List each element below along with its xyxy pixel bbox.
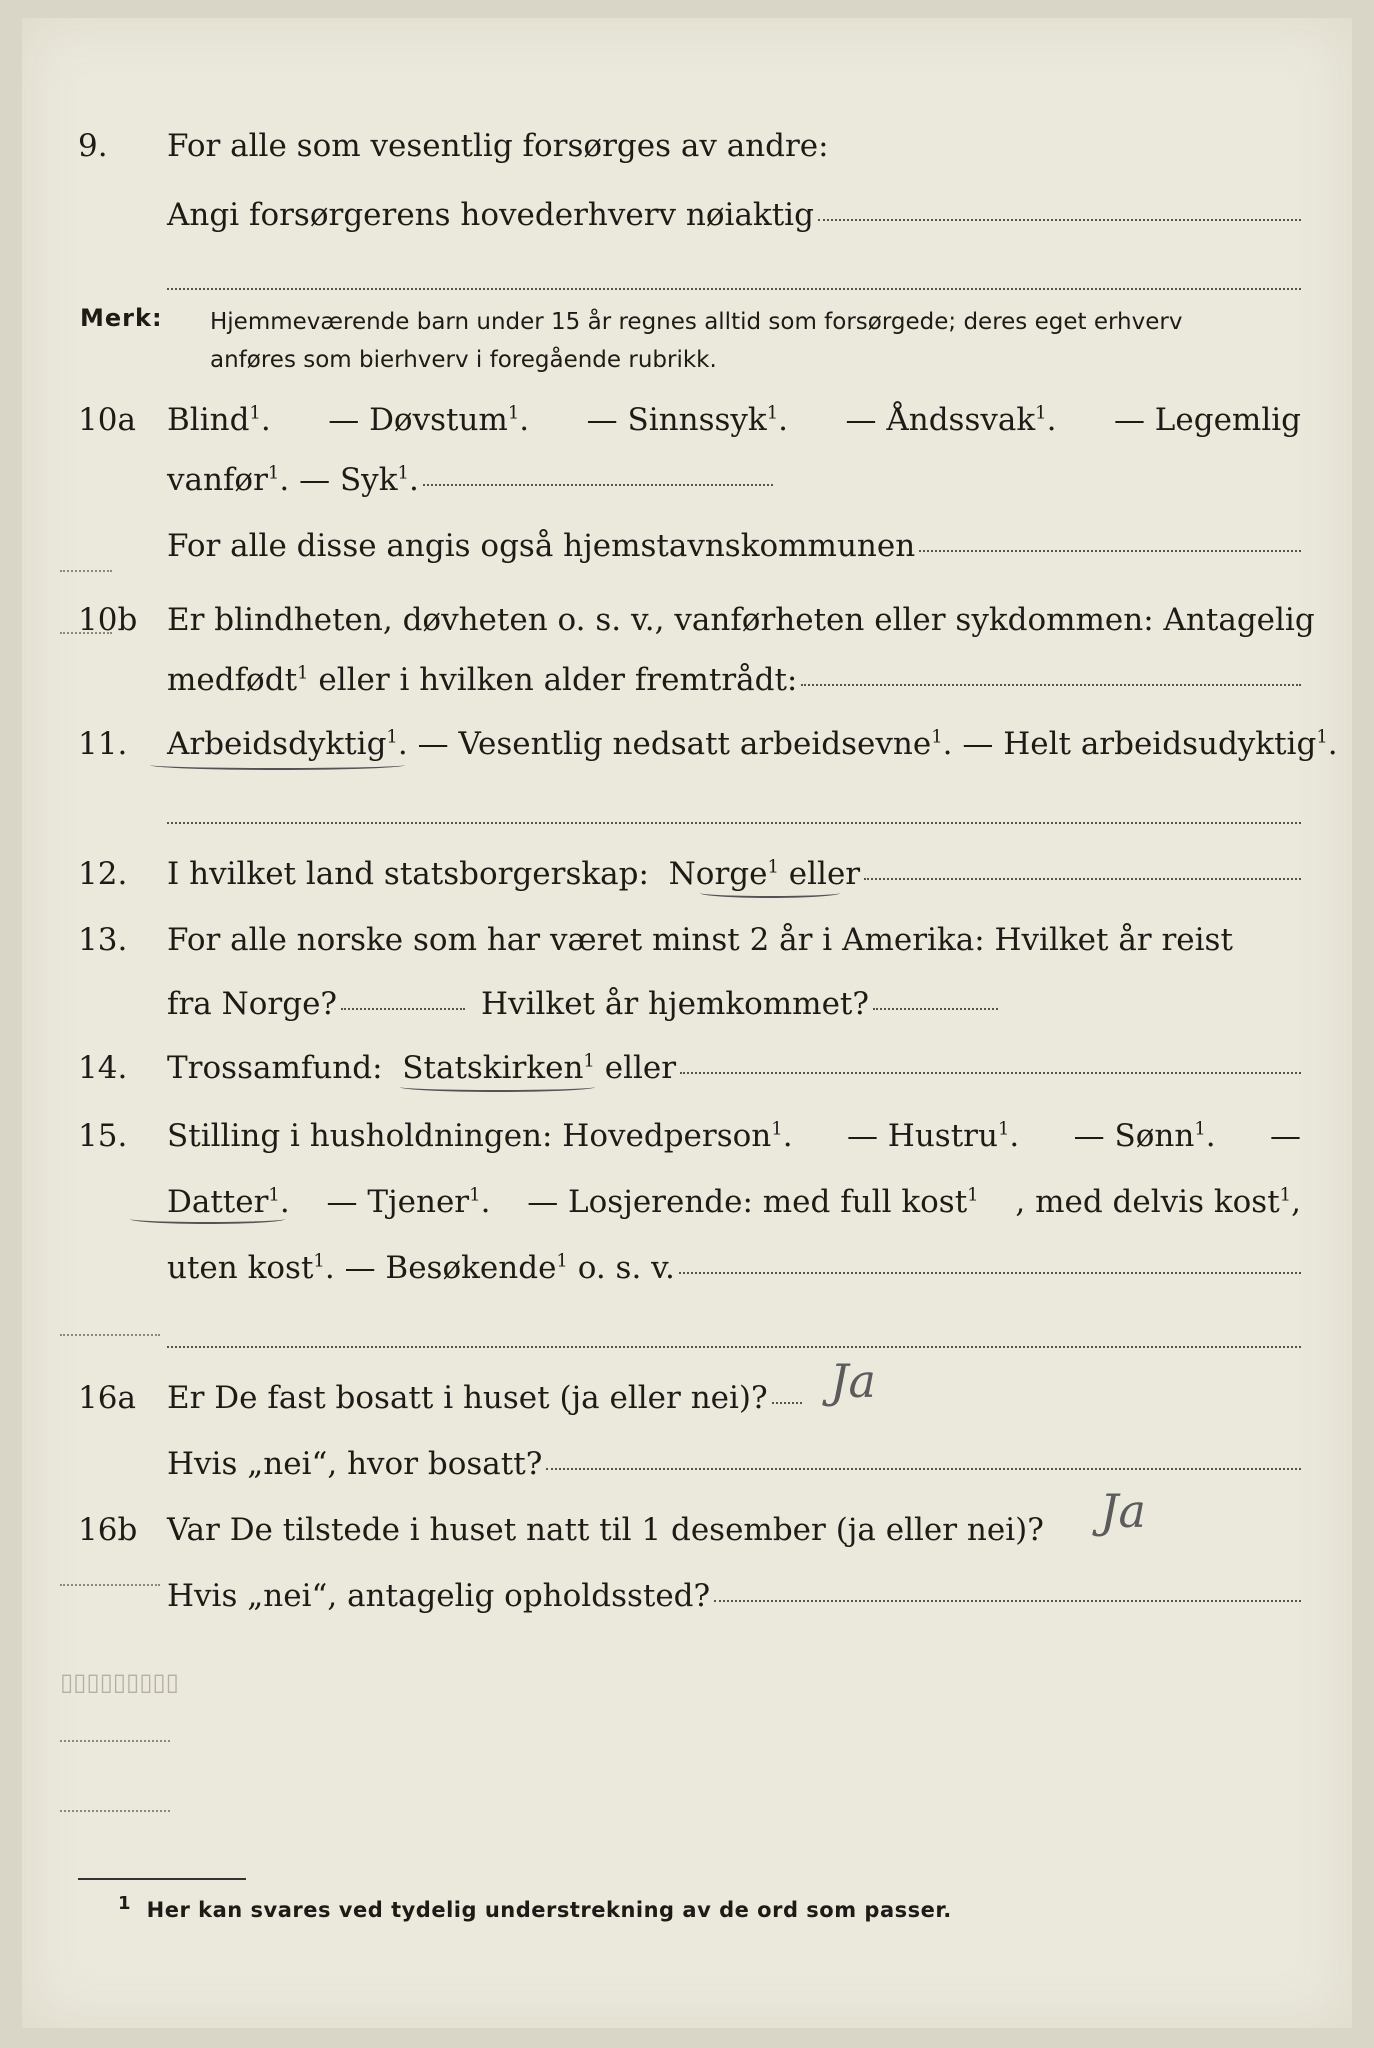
footnote-marker: 1 bbox=[118, 1893, 132, 1914]
handwritten-underline-datter bbox=[130, 1214, 285, 1224]
q12-line bbox=[0, 846, 1374, 902]
q15-opt-delvis-kost: , med delvis kost$^1$, bbox=[1015, 1184, 1301, 1220]
margin-dots bbox=[60, 570, 112, 572]
q11-opt-nedsatt[interactable]: — Vesentlig nedsatt arbeidsevne$^1$. bbox=[417, 726, 963, 762]
q16a-line1 bbox=[0, 1370, 1374, 1426]
q10b-number: 10b bbox=[78, 602, 138, 638]
q11-opt-udyktig[interactable]: — Helt arbeidsudyktig$^1$. bbox=[962, 726, 1338, 762]
q15-opt-tjener: — Tjener$^1$. bbox=[326, 1184, 491, 1220]
q15-other-field[interactable] bbox=[679, 1272, 1301, 1274]
merk-text-line2: anføres som bierhverv i foregående rubrikk. bbox=[210, 347, 717, 373]
q15-extra-line[interactable] bbox=[167, 1346, 1301, 1348]
q15-opt-sonn: — Sønn$^1$. bbox=[1073, 1118, 1216, 1154]
q11-extra-line[interactable] bbox=[167, 822, 1301, 824]
q9-line1 bbox=[0, 118, 1374, 174]
q10a-opt-sinnssyk: — Sinnssyk$^1$. bbox=[586, 402, 789, 438]
q10a-syk-field[interactable] bbox=[423, 484, 773, 486]
bleed-through-mark: ▯▯▯▯▯▯▯▯▯ bbox=[60, 1668, 179, 1696]
q16b-line2 bbox=[0, 1568, 1374, 1624]
q13-hjemkommet-prompt: Hvilket år hjemkommet? bbox=[481, 986, 870, 1022]
q13-line1 bbox=[0, 912, 1374, 968]
q14-text: Trossamfund: bbox=[167, 1050, 383, 1086]
q16a-line2 bbox=[0, 1436, 1374, 1492]
q16b-text: Var De tilstede i huset natt til 1 desember (ja eller nei)? bbox=[167, 1512, 1044, 1548]
q13-text: For alle norske som har været minst 2 år i Amerika: Hvilket år reist bbox=[167, 922, 1233, 958]
q10a-opt-syk: — Syk$^1$. bbox=[299, 462, 419, 498]
q10a-opt-andssvak: — Åndssvak$^1$. bbox=[845, 402, 1057, 438]
q10a-line1 bbox=[0, 392, 1374, 448]
q10a-hjemstavn-prompt: For alle disse angis også hjemstavnskommunen bbox=[167, 528, 916, 564]
q16b-opphold-prompt: Hvis „nei“, antagelig opholdssted? bbox=[167, 1578, 711, 1614]
q14-opt-statskirken[interactable]: Statskirken$^1$ bbox=[402, 1050, 595, 1086]
q9-extra-line[interactable] bbox=[167, 288, 1301, 290]
q10b-alder-field[interactable] bbox=[801, 684, 1301, 686]
q10a-opt-blind: Blind$^1$. bbox=[167, 402, 271, 438]
q16b-line1 bbox=[0, 1502, 1374, 1558]
margin-dots bbox=[60, 1810, 170, 1812]
q15-line3 bbox=[0, 1240, 1374, 1296]
q16a-bosatt-prompt: Hvis „nei“, hvor bosatt? bbox=[167, 1446, 543, 1482]
q16b-number: 16b bbox=[78, 1512, 138, 1548]
q13-number: 13. bbox=[78, 922, 128, 958]
q15-opt-full-kost: — Losjerende: med full kost$^1$ bbox=[527, 1184, 979, 1220]
q16a-handwritten-answer: Ja bbox=[830, 1354, 876, 1408]
q10a-hjemstavn-field[interactable] bbox=[919, 550, 1301, 552]
handwritten-underline-statskirken bbox=[400, 1082, 595, 1092]
q13-reist-prompt: fra Norge? bbox=[167, 986, 338, 1022]
q12-text: I hvilket land statsborgerskap: bbox=[167, 856, 649, 892]
q9-answer-field[interactable] bbox=[818, 219, 1301, 221]
margin-dots bbox=[60, 632, 112, 634]
q15-dash: — bbox=[1269, 1118, 1301, 1154]
footnote bbox=[118, 1893, 952, 1922]
handwritten-underline-arbeidsdyktig bbox=[150, 760, 405, 770]
q12-other-field[interactable] bbox=[864, 878, 1301, 880]
q10a-number: 10a bbox=[78, 402, 136, 438]
q12-opt-norge[interactable]: Norge$^1$ bbox=[668, 856, 779, 892]
footnote-text: Her kan svares ved tydelig understrekning av de ord som passer. bbox=[146, 1898, 952, 1922]
q10a-line3 bbox=[0, 518, 1374, 574]
margin-dots bbox=[60, 1740, 170, 1742]
q16b-handwritten-answer: Ja bbox=[1100, 1484, 1146, 1538]
q15-opt-uten-kost: uten kost$^1$. bbox=[167, 1250, 345, 1286]
q14-line bbox=[0, 1040, 1374, 1096]
q12-eller: eller bbox=[788, 856, 861, 892]
q16a-answer-field[interactable] bbox=[772, 1402, 802, 1404]
q16b-opphold-field[interactable] bbox=[714, 1600, 1301, 1602]
margin-dots bbox=[60, 1334, 160, 1336]
q9-text: For alle som vesentlig forsørges av andre: bbox=[167, 128, 829, 164]
q10b-line2 bbox=[0, 652, 1374, 708]
q15-osv: o. s. v. bbox=[577, 1250, 675, 1286]
q10b-text: Er blindheten, døvheten o. s. v., vanførheten eller sykdommen: Antagelig bbox=[167, 602, 1315, 638]
q14-eller: eller bbox=[604, 1050, 677, 1086]
q14-other-field[interactable] bbox=[680, 1072, 1301, 1074]
q11-number: 11. bbox=[78, 726, 128, 762]
q9-number: 9. bbox=[78, 128, 108, 164]
q10a-opt-vanfor: vanfør$^1$. bbox=[167, 462, 300, 498]
q13-reist-field[interactable] bbox=[341, 1008, 465, 1010]
q12-number: 12. bbox=[78, 856, 128, 892]
q13-hjemkommet-field[interactable] bbox=[873, 1008, 998, 1010]
q14-number: 14. bbox=[78, 1050, 128, 1086]
merk-label: Merk: bbox=[80, 304, 163, 332]
q10a-opt-legemlig: — Legemlig bbox=[1113, 402, 1301, 438]
footnote-rule bbox=[78, 1878, 246, 1880]
q10b-opt-medfodt: medfødt$^1$ bbox=[167, 662, 309, 698]
q11-opt-arbeidsdyktig[interactable]: Arbeidsdyktig$^1$. bbox=[167, 726, 418, 762]
merk-text-line1: Hjemmeværende barn under 15 år regnes alltid som forsørgede; deres eget erhverv bbox=[210, 309, 1183, 335]
q15-number: 15. bbox=[78, 1118, 128, 1154]
q13-line2 bbox=[0, 976, 1374, 1032]
q9-prompt: Angi forsørgerens hovederhverv nøiaktig bbox=[167, 197, 814, 233]
q10a-line2 bbox=[0, 452, 1374, 508]
q9-line2 bbox=[0, 187, 1374, 243]
q15-opt-hovedperson: Stilling i husholdningen: Hovedperson$^1$. bbox=[167, 1118, 793, 1154]
q15-opt-hustru: — Hustru$^1$. bbox=[846, 1118, 1020, 1154]
handwritten-underline-norge bbox=[700, 888, 840, 898]
q15-opt-besokende: — Besøkende$^1$ bbox=[344, 1250, 568, 1286]
q16a-number: 16a bbox=[78, 1380, 136, 1416]
q10b-alder-prompt: eller i hvilken alder fremtrådt: bbox=[318, 662, 798, 698]
q10b-line1 bbox=[0, 592, 1374, 648]
q10a-opt-dovstum: — Døvstum$^1$. bbox=[328, 402, 530, 438]
q16a-text: Er De fast bosatt i huset (ja eller nei)? bbox=[167, 1380, 768, 1416]
q15-line1 bbox=[0, 1108, 1374, 1164]
q15-opt-datter[interactable]: Datter$^1$. bbox=[167, 1184, 290, 1220]
q16a-bosatt-field[interactable] bbox=[546, 1468, 1301, 1470]
